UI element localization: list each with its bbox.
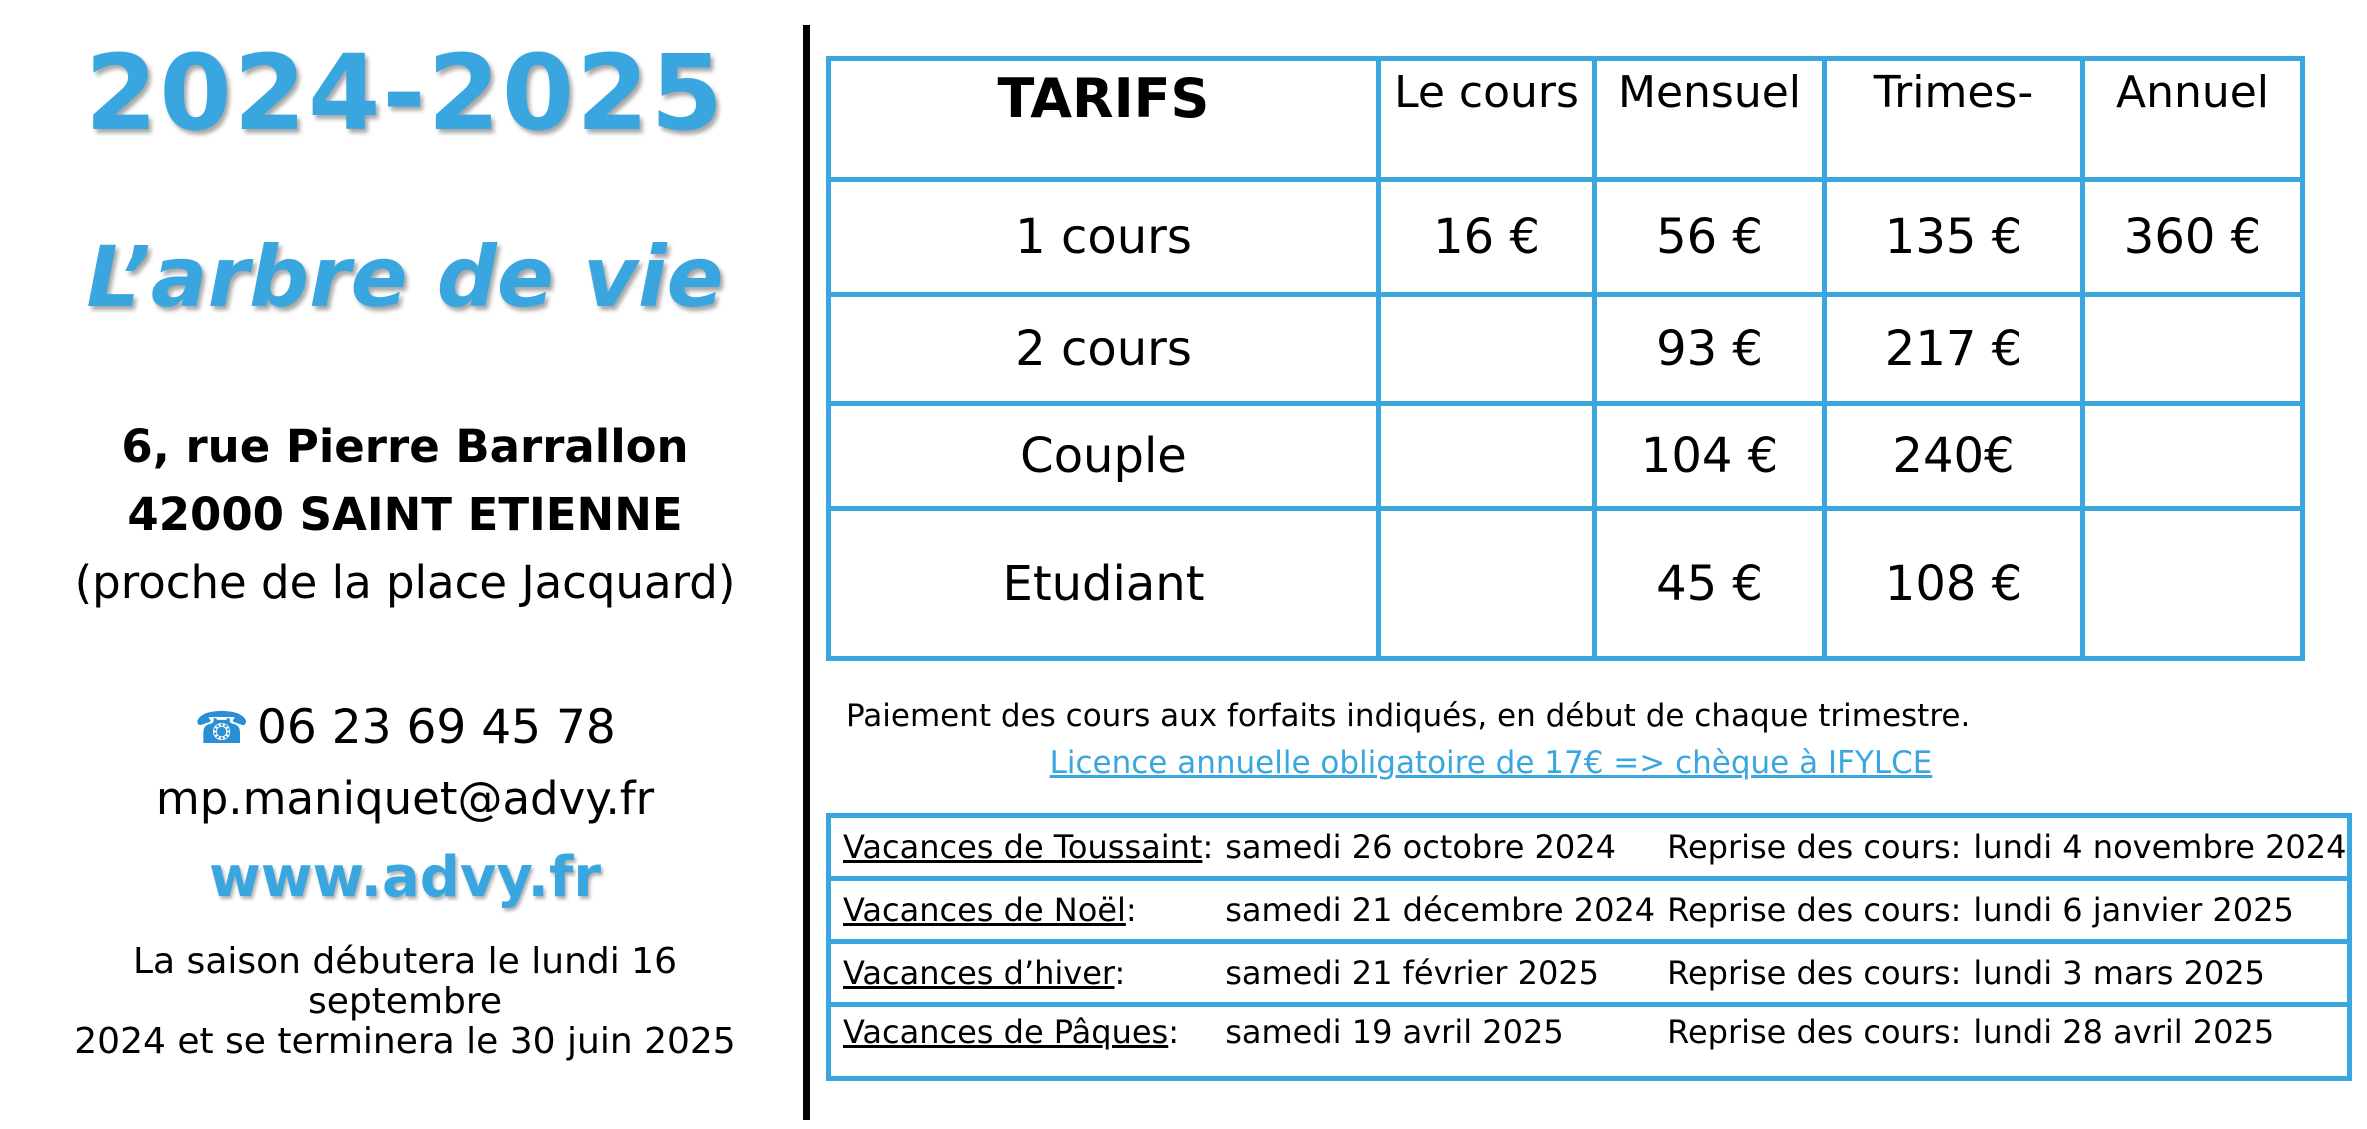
resume-label: Reprise des cours:: [1655, 942, 1961, 1005]
resume-label: Reprise des cours:: [1655, 879, 1961, 942]
tarif-cell: 45 €: [1595, 509, 1825, 659]
holiday-name-cell: [829, 942, 1214, 1005]
resume-date: lundi 6 janvier 2025: [1961, 879, 2349, 942]
tarif-cell: [2083, 509, 2303, 659]
holiday-start: samedi 21 décembre 2024: [1213, 879, 1655, 942]
address-street: 6, rue Pierre Barrallon: [121, 420, 689, 473]
address-city: 42000 SAINT ETIENNE: [127, 488, 683, 541]
vertical-divider: [803, 25, 810, 1120]
tarif-label: Etudiant: [829, 509, 1379, 659]
info-column: [0, 0, 810, 1129]
email-address: mp.maniquet@advy.fr: [155, 772, 655, 825]
tarif-label: 1 cours: [829, 180, 1379, 295]
holiday-start: samedi 26 octobre 2024: [1213, 816, 1655, 879]
holidays-table: [826, 813, 2352, 1081]
holiday-start: samedi 21 février 2025: [1213, 942, 1655, 1005]
tarifs-header-quarterly: Trimes-: [1825, 59, 2083, 180]
tarif-label: Couple: [829, 404, 1379, 509]
table-row: [829, 180, 2303, 295]
website-link[interactable]: www.advy.fr: [209, 845, 601, 910]
tarifs-table: [826, 56, 2305, 661]
resume-label: Reprise des cours:: [1655, 816, 1961, 879]
table-row: [829, 1005, 2350, 1079]
tarif-cell: 104 €: [1595, 404, 1825, 509]
tarif-cell: 360 €: [2083, 180, 2303, 295]
phone-number: 06 23 69 45 78: [257, 700, 616, 755]
tarif-cell: 240€: [1825, 404, 2083, 509]
tarif-cell: [2083, 295, 2303, 404]
phone-line: [0, 700, 810, 755]
address-note: (proche de la place Jacquard): [74, 556, 736, 609]
resume-label: Reprise des cours:: [1655, 1005, 1961, 1079]
holiday-name-cell: [829, 1005, 1214, 1079]
tarifs-header-monthly: Mensuel: [1595, 59, 1825, 180]
license-note: Licence annuelle obligatoire de 17€ => chèque à IFYLCE: [1049, 745, 1933, 781]
table-row: [829, 942, 2350, 1005]
tarifs-header-per-class: Le cours: [1379, 59, 1595, 180]
tarif-cell: [1379, 404, 1595, 509]
holiday-colon: :: [1202, 828, 1214, 866]
season-note: [40, 942, 770, 1062]
season-years-title: 2024-2025: [84, 32, 726, 154]
holiday-name: Vacances de Pâques: [843, 1013, 1169, 1051]
season-note-line1: La saison débutera le lundi 16 septembre: [133, 941, 677, 1022]
table-row: [829, 816, 2350, 879]
tarif-cell: 56 €: [1595, 180, 1825, 295]
club-name: L’arbre de vie: [86, 228, 724, 326]
resume-date: lundi 4 novembre 2024: [1961, 816, 2349, 879]
holiday-colon: :: [1114, 954, 1126, 992]
tarif-cell: 108 €: [1825, 509, 2083, 659]
tarif-cell: [1379, 295, 1595, 404]
holiday-name-cell: [829, 816, 1214, 879]
tarifs-header-title: TARIFS: [829, 59, 1379, 180]
tarifs-header-row: [829, 59, 2303, 180]
holiday-name-cell: [829, 879, 1214, 942]
payment-note: Paiement des cours aux forfaits indiqués, en début de chaque trimestre.: [846, 698, 1971, 734]
tarif-cell: 93 €: [1595, 295, 1825, 404]
holiday-colon: :: [1125, 891, 1137, 929]
holiday-name: Vacances de Noël: [843, 891, 1126, 929]
tarif-cell: [1379, 509, 1595, 659]
holiday-start: samedi 19 avril 2025: [1213, 1005, 1655, 1079]
resume-date: lundi 28 avril 2025: [1961, 1005, 2349, 1079]
holiday-name: Vacances de Toussaint: [843, 828, 1203, 866]
tarif-label: 2 cours: [829, 295, 1379, 404]
table-row: [829, 879, 2350, 942]
tarif-cell: 135 €: [1825, 180, 2083, 295]
telephone-icon: ☎: [194, 703, 249, 754]
tarif-cell: 16 €: [1379, 180, 1595, 295]
tarifs-header-annual: Annuel: [2083, 59, 2303, 180]
holiday-name: Vacances d’hiver: [843, 954, 1115, 992]
tarif-cell: [2083, 404, 2303, 509]
table-row: [829, 509, 2303, 659]
tarif-cell: 217 €: [1825, 295, 2083, 404]
holiday-colon: :: [1168, 1013, 1179, 1051]
resume-date: lundi 3 mars 2025: [1961, 942, 2349, 1005]
table-row: [829, 404, 2303, 509]
season-note-line2: 2024 et se terminera le 30 juin 2025: [74, 1021, 736, 1062]
table-row: [829, 295, 2303, 404]
